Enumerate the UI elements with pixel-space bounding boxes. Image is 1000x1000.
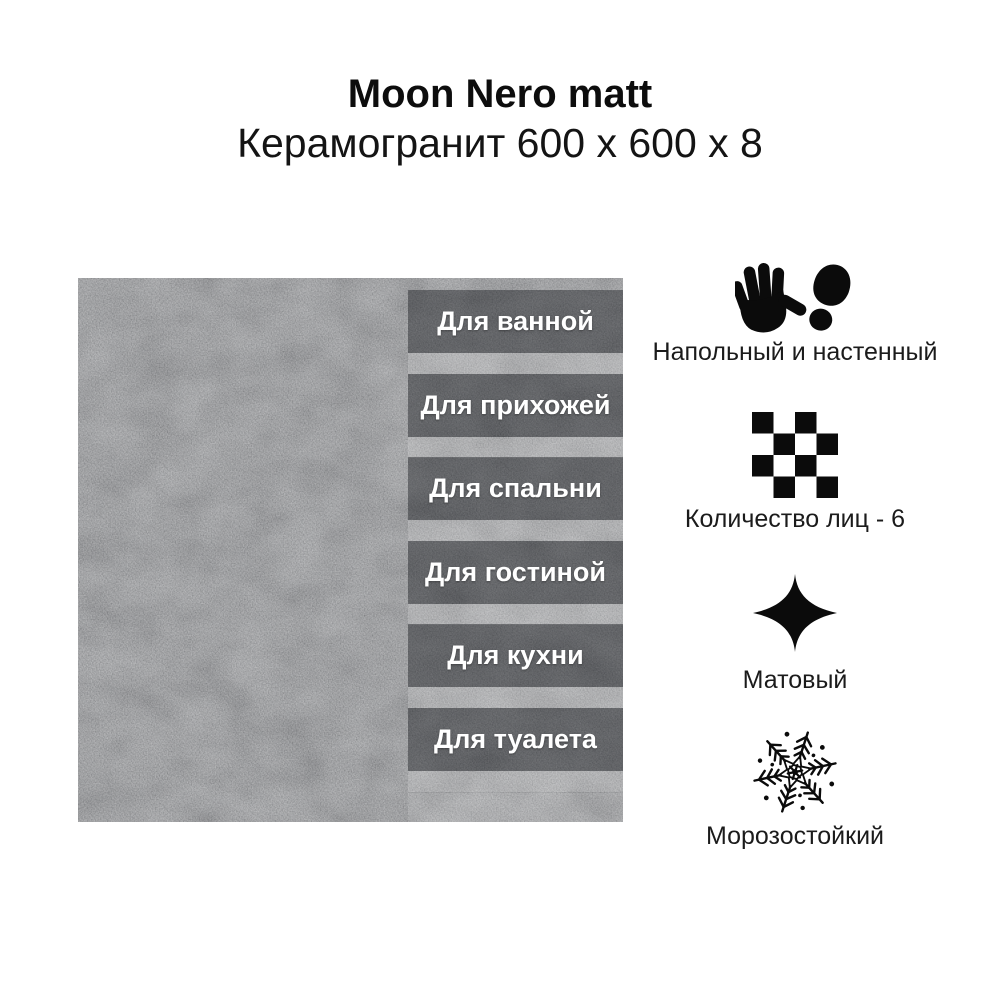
light-band	[408, 353, 623, 374]
light-band	[408, 771, 623, 792]
page-subtitle: Керамогранит 600 х 600 х 8	[237, 120, 763, 166]
room-label-bathroom: Для ванной	[437, 306, 594, 336]
light-band	[408, 604, 623, 625]
room-label-livingroom: Для гостиной	[425, 557, 606, 587]
page-title: Moon Nero matt	[347, 72, 653, 116]
checkerboard-icon	[752, 412, 838, 498]
snowflake-icon	[747, 726, 843, 818]
light-band	[408, 687, 623, 708]
light-band	[408, 520, 623, 541]
feature-frost	[645, 726, 945, 818]
feature-finish-label: Матовый	[742, 666, 848, 694]
feature-faces-label: Количество лиц - 6	[684, 505, 906, 533]
room-strip	[408, 708, 623, 771]
sparkle-icon	[753, 574, 837, 652]
room-label-kitchen: Для кухни	[447, 640, 584, 670]
room-label-bedroom: Для спальни	[429, 473, 602, 503]
features-column	[645, 0, 945, 1000]
room-strip	[408, 290, 623, 353]
feature-usage-label: Напольный и настенный	[652, 338, 938, 366]
hand-icon	[735, 262, 811, 336]
footprint-icon	[803, 262, 855, 335]
room-label-toilet: Для туалета	[434, 724, 597, 754]
room-strip	[408, 624, 623, 687]
room-strip	[408, 457, 623, 520]
room-strip	[408, 374, 623, 437]
light-band	[408, 793, 623, 822]
light-band	[408, 437, 623, 458]
hand-and-footprint-icon	[735, 262, 855, 336]
room-strip	[408, 541, 623, 604]
feature-frost-label: Морозостойкий	[705, 822, 885, 850]
feature-usage	[645, 262, 945, 336]
tile-photo	[78, 278, 623, 822]
feature-faces	[645, 412, 945, 498]
feature-finish	[645, 574, 945, 652]
room-label-hallway: Для прихожей	[420, 390, 611, 420]
